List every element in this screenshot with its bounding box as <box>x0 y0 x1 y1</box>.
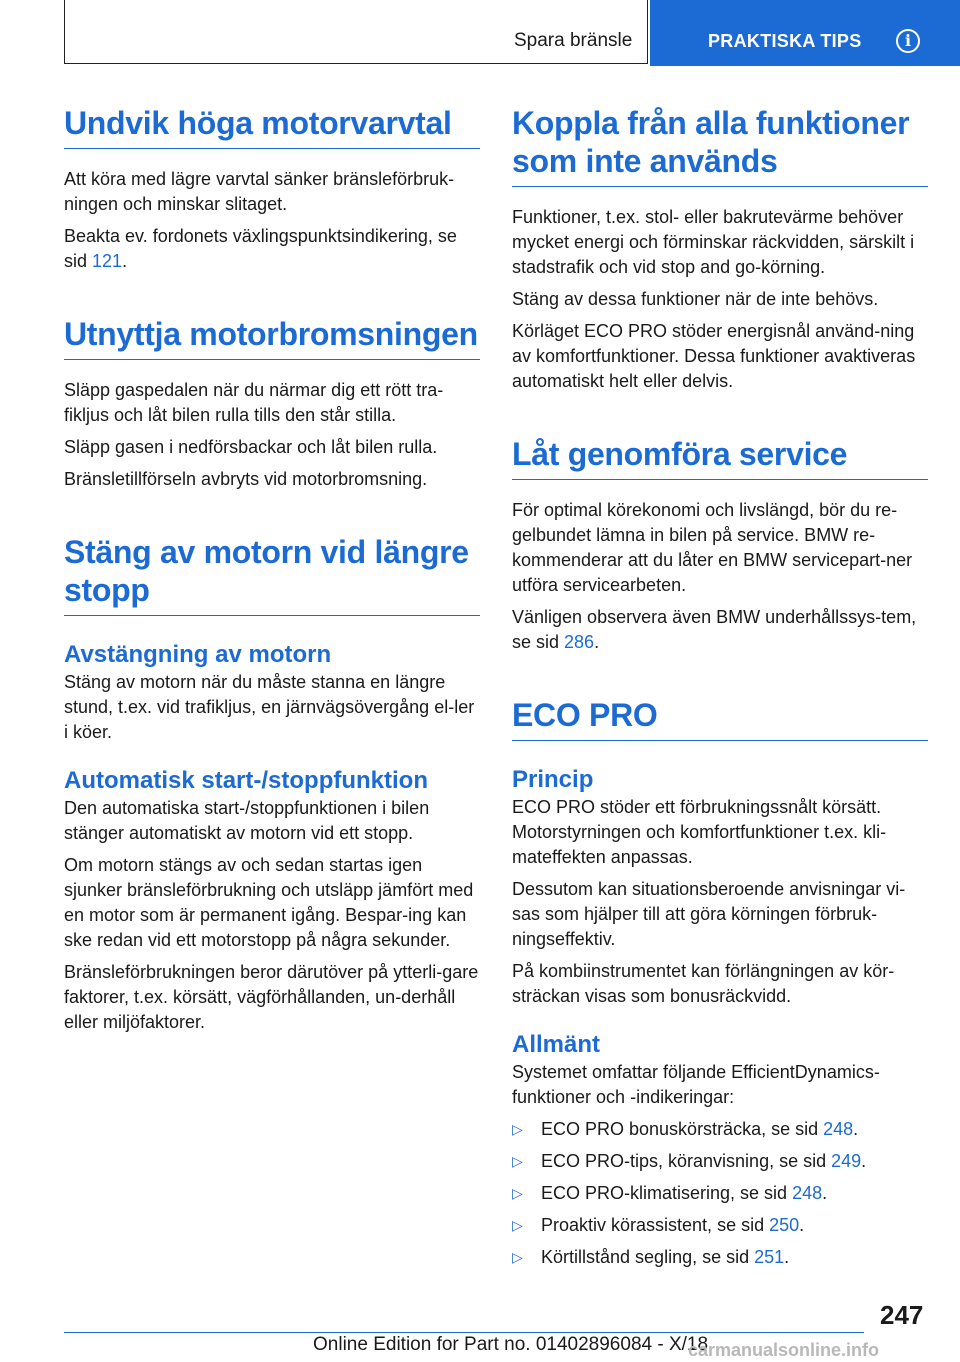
paragraph: För optimal körekonomi och livslängd, bör du re-gelbundet lämna in bilen på service. BMW re-kommenderar att du låter en BMW servicepart-ner utföra servicearbeten. <box>512 500 913 595</box>
paragraph: Funktioner, t.ex. stol- eller bakrutevärme behöver mycket energi och förminskar räckvidden, särskilt i stadstrafik och vid stop and go-körning. <box>512 207 915 277</box>
info-icon: i <box>896 29 920 53</box>
triangle-bullet-icon: ▷ <box>512 1249 523 1265</box>
page-number: 247 <box>880 1300 924 1330</box>
heading-eco-pro: ECO PRO <box>512 696 928 741</box>
list-item: ▷ Körtillstånd segling, se sid 251. <box>512 1245 928 1270</box>
header-section-title: Spara bränsle <box>514 30 633 51</box>
footer-edition: Online Edition for Part no. 01402896084 - X/18 <box>313 1334 709 1355</box>
page-link[interactable]: 250 <box>769 1215 800 1235</box>
page-link[interactable]: 121 <box>92 251 123 271</box>
page-link[interactable]: 248 <box>792 1183 823 1203</box>
left-column <box>64 104 480 1042</box>
page-link[interactable]: 249 <box>831 1151 862 1171</box>
triangle-bullet-icon: ▷ <box>512 1121 523 1137</box>
paragraph: Släpp gasen i nedförsbackar och låt bilen rulla. <box>64 437 438 457</box>
watermark: carmanualsonline.info <box>688 1340 880 1360</box>
page-link[interactable]: 251 <box>754 1247 785 1267</box>
paragraph: Stäng av dessa funktioner när de inte behövs. <box>512 289 879 309</box>
list-item: ▷ ECO PRO-tips, köranvisning, se sid 249. <box>512 1149 928 1174</box>
heading-service: Låt genomföra service <box>512 435 928 480</box>
subheading-auto-start-stopp: Automatisk start-/stoppfunktion <box>64 767 428 794</box>
paragraph: Systemet omfattar följande EfficientDynamics-funktioner och -indikeringar: <box>512 1062 880 1107</box>
right-column <box>512 104 928 1277</box>
paragraph: Om motorn stängs av och sedan startas igen sjunker bränsleförbrukning och utsläpp jämfört med en motor som är permanent igång. Bespar-ing kan ske redan vid ett motorstopp på några sekunder. <box>64 855 474 950</box>
footer-divider <box>64 1332 864 1333</box>
paragraph: Bränsleförbrukningen beror därutöver på ytterli-gare faktorer, t.ex. körsätt, vägförhållanden, un-derhåll eller miljöfaktorer. <box>64 962 479 1032</box>
heading-koppla-fran: Koppla från alla funktioner som inte används <box>512 104 928 187</box>
header-tab-label: PRAKTISKA TIPS <box>708 31 862 51</box>
page-link[interactable]: 286 <box>564 632 595 652</box>
triangle-bullet-icon: ▷ <box>512 1217 523 1233</box>
paragraph: Den automatiska start-/stoppfunktionen i bilen stänger automatiskt av motorn vid ett stopp. <box>64 798 430 843</box>
subheading-allmant: Allmänt <box>512 1031 601 1058</box>
triangle-bullet-icon: ▷ <box>512 1153 523 1169</box>
page-link[interactable]: 248 <box>823 1119 854 1139</box>
paragraph: Stäng av motorn när du måste stanna en längre stund, t.ex. vid trafikljus, en järnvägsövergång el-ler i köer. <box>64 672 475 742</box>
subheading-avstangning: Avstängning av motorn <box>64 641 332 668</box>
paragraph: Att köra med lägre varvtal sänker bränsleförbruk-ningen och minskar slitaget. <box>64 169 455 214</box>
paragraph: På kombiinstrumentet kan förlängningen av kör-sträckan visas som bonusräckvidd. <box>512 961 895 1006</box>
paragraph: Vänligen observera även BMW underhållssys-tem, se sid 286. <box>512 607 917 652</box>
paragraph: Släpp gaspedalen när du närmar dig ett rött tra-fikljus och låt bilen rulla tills den står stilla. <box>64 380 444 425</box>
paragraph: Bränsletillförseln avbryts vid motorbromsning. <box>64 469 428 489</box>
list-item: ▷ Proaktiv körassistent, se sid 250. <box>512 1213 928 1238</box>
heading-undvik: Undvik höga motorvarvtal <box>64 104 480 149</box>
subheading-princip: Princip <box>512 766 594 793</box>
heading-motorbroms: Utnyttja motorbromsningen <box>64 315 480 360</box>
paragraph: ECO PRO stöder ett förbrukningssnålt körsätt. Motorstyrningen och komfortfunktioner t.ex. kli-mateffekten anpassas. <box>512 797 887 867</box>
paragraph: Beakta ev. fordonets växlingspunktsindikering, se sid 121. <box>64 226 457 271</box>
heading-stang-av: Stäng av motorn vid längre stopp <box>64 533 480 616</box>
paragraph: Dessutom kan situationsberoende anvisningar vi-sas som hjälper till att göra körningen förbruk-ningseffektiv. <box>512 879 906 949</box>
header-tab[interactable] <box>650 0 960 66</box>
function-list <box>512 1117 928 1270</box>
paragraph: Körläget ECO PRO stöder energisnål använd-ning av komfortfunktioner. Dessa funktioner avaktiveras automatiskt helt eller delvis. <box>512 321 916 391</box>
triangle-bullet-icon: ▷ <box>512 1185 523 1201</box>
list-item: ▷ ECO PRO bonuskörsträcka, se sid 248. <box>512 1117 928 1142</box>
list-item: ▷ ECO PRO-klimatisering, se sid 248. <box>512 1181 928 1206</box>
